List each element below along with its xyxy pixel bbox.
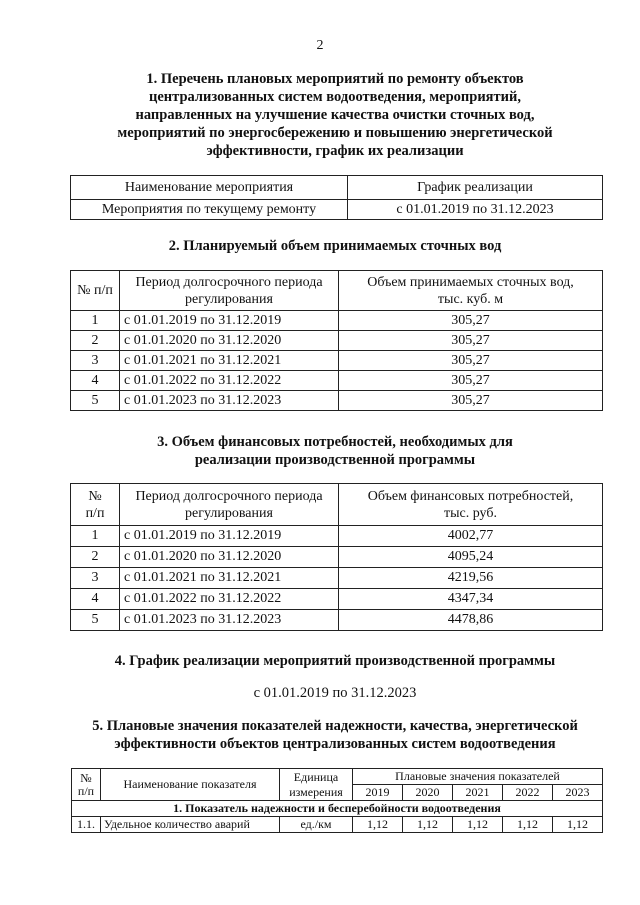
table-cell: 1,12: [402, 817, 452, 833]
header-line: регулирования: [185, 291, 273, 307]
table-cell: 5: [71, 610, 120, 631]
table-cell: 4095,24: [339, 547, 603, 568]
title-line: 1. Перечень плановых мероприятий по ремонту объектов: [146, 71, 524, 87]
table-cell: с 01.01.2022 по 31.12.2022: [120, 371, 339, 391]
section2-title: 2. Планируемый объем принимаемых сточных вод: [168, 238, 502, 254]
table-cell: с 01.01.2022 по 31.12.2022: [120, 589, 339, 610]
table-cell: 305,27: [339, 391, 603, 411]
table-row: [72, 817, 603, 833]
section5-title: [60, 717, 610, 753]
header-line: тыс. руб.: [444, 505, 497, 521]
table-cell: Мероприятия по текущему ремонту: [71, 200, 348, 220]
section5-table: [71, 768, 603, 833]
header-line: регулирования: [185, 505, 273, 521]
table-row: [71, 547, 603, 568]
year-cell: 2022: [502, 785, 552, 801]
table-cell: 305,27: [339, 351, 603, 371]
table-cell: с 01.01.2019 по 31.12.2019: [120, 311, 339, 331]
year-cell: 2021: [452, 785, 502, 801]
table-cell: 3: [71, 568, 120, 589]
table-cell: 4: [71, 371, 120, 391]
title-line: централизованных систем водоотведения, мероприятий,: [149, 89, 521, 105]
title-line: эффективности, график их реализации: [206, 143, 464, 159]
table-cell: с 01.01.2021 по 31.12.2021: [120, 351, 339, 371]
table-cell: 4219,56: [339, 568, 603, 589]
header-line: тыс. куб. м: [437, 291, 504, 307]
table-cell: 4: [71, 589, 120, 610]
header-line: п/п: [85, 505, 105, 521]
table-cell: 5: [71, 391, 120, 411]
header-line: Объем принимаемых сточных вод,: [367, 274, 574, 290]
header-cell: № п/п: [71, 271, 120, 311]
table-cell: 4347,34: [339, 589, 603, 610]
section1-table: [70, 175, 603, 220]
section4-period: с 01.01.2019 по 31.12.2023: [253, 685, 417, 701]
table-cell: 3: [71, 351, 120, 371]
table-cell: с 01.01.2023 по 31.12.2023: [120, 391, 339, 411]
page-number: 2: [316, 38, 324, 53]
section1-title: [70, 70, 600, 160]
header-cell: [280, 769, 353, 801]
header-cell: [120, 484, 339, 526]
table-cell: 305,27: [339, 311, 603, 331]
table-cell: 2: [71, 547, 120, 568]
section3-title: [70, 433, 600, 469]
title-line: 3. Объем финансовых потребностей, необходимых для: [157, 434, 513, 450]
table-row: [71, 311, 603, 331]
table-cell: с 01.01.2019 по 31.12.2023: [348, 200, 603, 220]
table-cell: с 01.01.2023 по 31.12.2023: [120, 610, 339, 631]
table-cell: 1,12: [353, 817, 403, 833]
title-line: направленных на улучшение качества очистки сточных вод,: [135, 107, 535, 123]
title-line: эффективности объектов централизованных систем водоотведения: [114, 736, 556, 752]
header-cell: [120, 271, 339, 311]
table-cell: 4002,77: [339, 526, 603, 547]
header-line: измерения: [289, 784, 343, 799]
table-cell: 1: [71, 311, 120, 331]
header-line: Период долгосрочного периода: [135, 274, 323, 290]
table-row: [71, 351, 603, 371]
table-row: [71, 568, 603, 589]
year-cell: 2023: [552, 785, 602, 801]
title-line: реализации производственной программы: [194, 452, 476, 468]
table-row: [71, 526, 603, 547]
table-cell: с 01.01.2020 по 31.12.2020: [120, 547, 339, 568]
header-line: Объем финансовых потребностей,: [367, 488, 574, 504]
header-cell: [72, 769, 101, 801]
table-cell: 1,12: [502, 817, 552, 833]
header-cell: Наименование мероприятия: [71, 176, 348, 200]
header-cell: Плановые значения показателей: [353, 769, 603, 785]
section2-table: [70, 270, 603, 411]
table-row: [71, 610, 603, 631]
title-line: 5. Плановые значения показателей надежности, качества, энергетической: [92, 718, 578, 734]
group-title-cell: 1. Показатель надежности и бесперебойности водоотведения: [72, 801, 603, 817]
section4-title: 4. График реализации мероприятий производственной программы: [114, 653, 556, 669]
year-cell: 2019: [353, 785, 403, 801]
table-cell: ед./км: [280, 817, 353, 833]
table-cell: 305,27: [339, 331, 603, 351]
table-row: [71, 331, 603, 351]
table-cell: 2: [71, 331, 120, 351]
table-cell: 1,12: [552, 817, 602, 833]
header-line: Единица: [293, 769, 339, 784]
header-line: Период долгосрочного периода: [135, 488, 323, 504]
table-cell: с 01.01.2020 по 31.12.2020: [120, 331, 339, 351]
table-row: [71, 589, 603, 610]
table-cell: 1.1.: [72, 817, 101, 833]
header-cell: [339, 271, 603, 311]
table-row: [71, 371, 603, 391]
table-row: [71, 391, 603, 411]
header-line: №: [80, 770, 92, 785]
header-line: №: [88, 488, 102, 504]
header-cell: Наименование показателя: [101, 769, 280, 801]
header-cell: График реализации: [348, 176, 603, 200]
table-cell: с 01.01.2019 по 31.12.2019: [120, 526, 339, 547]
header-cell: [339, 484, 603, 526]
table-cell: 1,12: [452, 817, 502, 833]
table-cell: с 01.01.2021 по 31.12.2021: [120, 568, 339, 589]
title-line: мероприятий по энергосбережению и повышению энергетической: [117, 125, 553, 141]
year-cell: 2020: [402, 785, 452, 801]
table-cell: 4478,86: [339, 610, 603, 631]
header-cell: [71, 484, 120, 526]
table-cell: Удельное количество аварий: [101, 817, 280, 833]
table-cell: 305,27: [339, 371, 603, 391]
header-line: п/п: [77, 783, 95, 798]
section3-table: [70, 483, 603, 631]
table-cell: 1: [71, 526, 120, 547]
